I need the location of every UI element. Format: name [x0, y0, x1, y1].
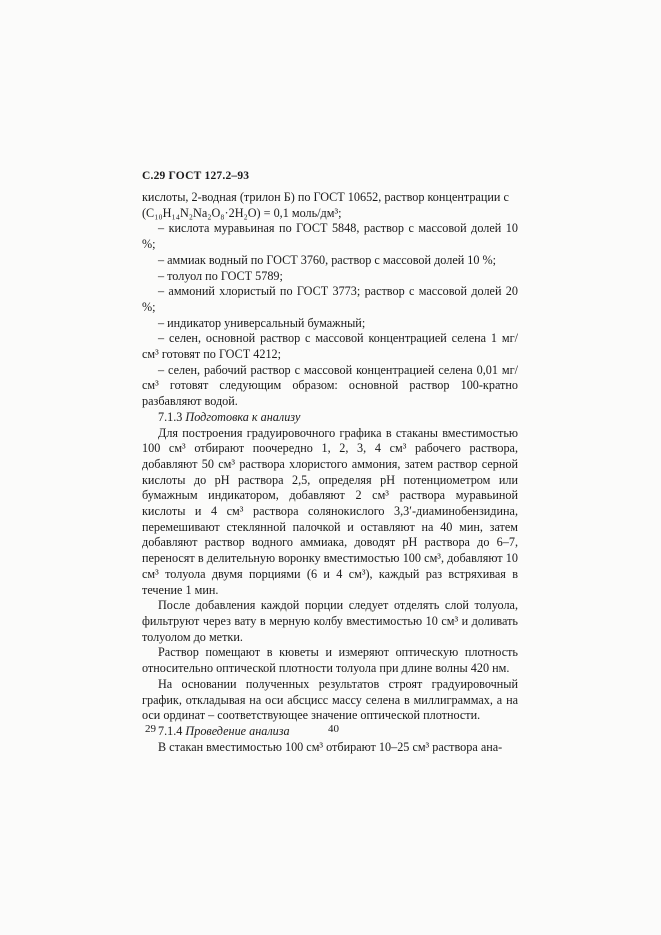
paragraph: На основании полученных результатов строят градуировочный график, откладывая на оси абсцисс массу селена в миллиграммах, а на оси ординат – соответствующее значение оптической плотности.: [142, 676, 518, 723]
footer-sheet-number: 40: [328, 723, 339, 735]
section-title: Подготовка к анализу: [185, 409, 301, 424]
text-line: кислоты, 2-водная (трилон Б) по ГОСТ 10652, раствор концентрации c: [142, 190, 509, 204]
paragraph: Раствор помещают в кюветы и измеряют оптическую плотность относительно оптической плотности толуола при длине волны 420 нм.: [142, 645, 518, 676]
list-item: – аммоний хлористый по ГОСТ 3773; раствор с массовой долей 20 %;: [142, 284, 518, 314]
page-content: [142, 190, 518, 755]
section-title: Проведение анализа: [185, 723, 290, 738]
section-number: 7.1.4: [158, 723, 183, 738]
paragraph: Для построения градуировочного графика в стаканы вместимостью 100 см³ отбирают поочередно 1, 2, 3, 4 см³ рабочего раствора, добавляют 50 см³ раствора хлористого аммония, затем раствор серной кислоты до pH раствора 2,5, определяя pH потенциометром или бумажным индикатором, добавляют 2 см³ раствора муравьиной кислоты и 4 см³ раствора солянокислого 3,3′-диаминобензидина, перемешивают стеклянной палочкой и оставляют на 40 мин, затем добавляют раствор водного аммиака, доводят pH раствора до 6–7, переносят в делительную воронку вместимостью 100 см³, добавляют 10 см³ толуола двумя порциями (6 и 4 см³), каждый раз встряхивая в течение 1 мин.: [142, 425, 518, 597]
list-item: – индикатор универсальный бумажный;: [158, 315, 366, 330]
paragraph: В стакан вместимостью 100 см³ отбирают 10–25 см³ раствора ана-: [158, 739, 503, 754]
paragraph: После добавления каждой порции следует отделять слой толуола, фильтруют через вату в мерную колбу вместимостью 10 см³ и доливать толуолом до метки.: [142, 598, 518, 644]
list-item: – кислота муравьиная по ГОСТ 5848, раствор с массовой долей 10 %;: [142, 221, 518, 252]
footer-page-number: 29: [145, 723, 156, 735]
list-item: – толуол по ГОСТ 5789;: [158, 268, 283, 283]
section-number: 7.1.3: [158, 409, 183, 424]
page-header: С.29 ГОСТ 127.2–93: [142, 170, 250, 182]
section-heading-713: [142, 410, 518, 426]
list-item: – селен, рабочий раствор с массовой концентрацией селена 0,01 мг/см³ готовят следующим образом: основной раствор 100-кратно разбавляют водой.: [142, 362, 518, 409]
list-item: – селен, основной раствор с массовой концентрацией селена 1 мг/см³ готовят по ГОСТ 4212;: [142, 331, 518, 362]
text-line: (C₁₀H₁₄N₂Na₂O₈·2H₂O) = 0,1 моль/дм³;: [142, 205, 342, 220]
list-item: – аммиак водный по ГОСТ 3760, раствор с массовой долей 10 %;: [158, 252, 497, 267]
